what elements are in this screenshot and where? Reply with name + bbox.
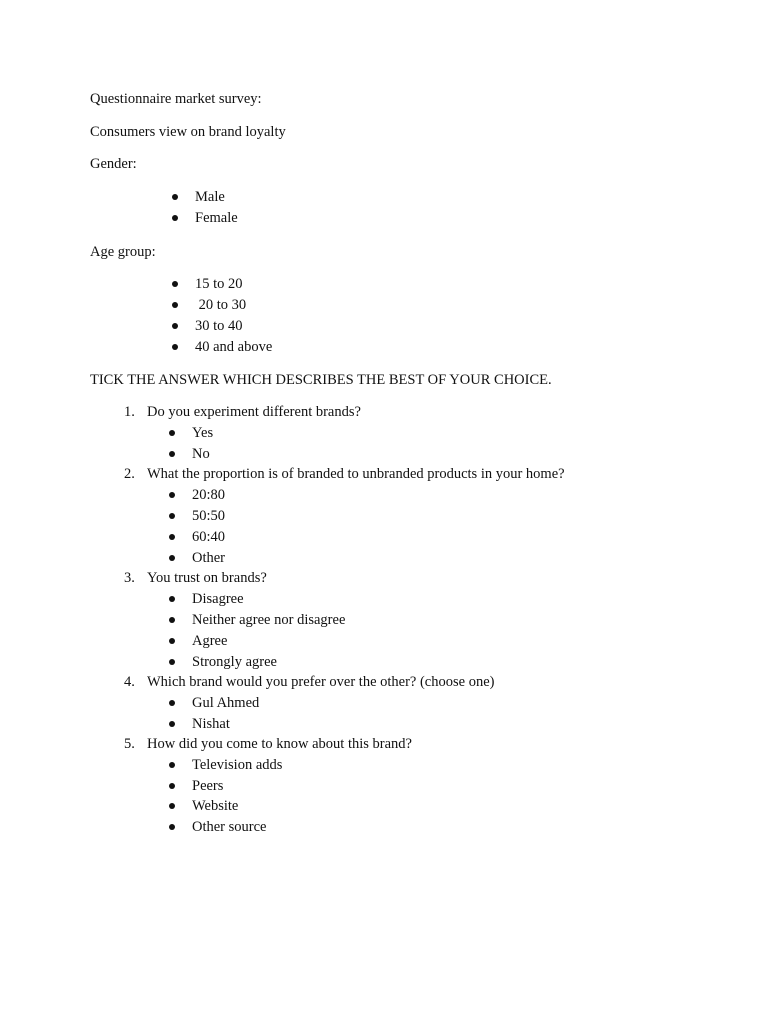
question-number: 3.	[124, 570, 135, 586]
gender-option-female: Female	[195, 210, 238, 226]
bullet-icon	[169, 700, 175, 706]
age-option: 30 to 40	[195, 318, 243, 334]
bullet-icon	[169, 721, 175, 727]
question-option: 20:80	[192, 487, 226, 503]
age-option: 15 to 20	[195, 276, 243, 292]
bullet-icon	[172, 344, 178, 350]
question-text: Do you experiment different brands?	[147, 404, 361, 420]
question-option: Strongly agree	[192, 654, 277, 670]
question-option: Other	[192, 550, 226, 566]
document-subtitle: Consumers view on brand loyalty	[90, 124, 286, 140]
bullet-icon	[169, 638, 175, 644]
question-text: What the proportion is of branded to unbranded products in your home?	[147, 466, 565, 482]
age-option: 40 and above	[195, 339, 273, 355]
question-option: 60:40	[192, 529, 226, 545]
bullet-icon	[169, 803, 175, 809]
question-option: Peers	[192, 778, 224, 794]
bullet-icon	[169, 783, 175, 789]
bullet-icon	[169, 430, 175, 436]
question-option: Gul Ahmed	[192, 695, 260, 711]
question-text: How did you come to know about this brand?	[147, 736, 412, 752]
question-text: You trust on brands?	[147, 570, 267, 586]
bullet-icon	[172, 194, 178, 200]
bullet-icon	[169, 762, 175, 768]
bullet-icon	[169, 617, 175, 623]
question-option: No	[192, 446, 210, 462]
question-option: Agree	[192, 633, 228, 649]
question-number: 1.	[124, 404, 135, 420]
gender-option-male: Male	[195, 189, 225, 205]
bullet-icon	[172, 281, 178, 287]
bullet-icon	[169, 555, 175, 561]
bullet-icon	[172, 323, 178, 329]
question-option: Nishat	[192, 716, 230, 732]
gender-label: Gender:	[90, 156, 137, 172]
question-option: 50:50	[192, 508, 226, 524]
document-title: Questionnaire market survey:	[90, 91, 262, 107]
question-number: 2.	[124, 466, 135, 482]
question-option: Website	[192, 798, 239, 814]
bullet-icon	[169, 659, 175, 665]
bullet-icon	[169, 451, 175, 457]
question-option: Disagree	[192, 591, 244, 607]
question-option: Television adds	[192, 757, 283, 773]
question-number: 4.	[124, 674, 135, 690]
question-option: Yes	[192, 425, 214, 441]
question-option: Neither agree nor disagree	[192, 612, 346, 628]
instruction-text: TICK THE ANSWER WHICH DESCRIBES THE BEST OF YOUR CHOICE.	[90, 372, 552, 388]
bullet-icon	[169, 513, 175, 519]
bullet-icon	[169, 492, 175, 498]
question-text: Which brand would you prefer over the other? (choose one)	[147, 674, 495, 690]
age-group-label: Age group:	[90, 244, 156, 260]
question-number: 5.	[124, 736, 135, 752]
age-option: 20 to 30	[195, 297, 247, 313]
bullet-icon	[169, 596, 175, 602]
bullet-icon	[169, 534, 175, 540]
question-option: Other source	[192, 819, 267, 835]
bullet-icon	[169, 824, 175, 830]
bullet-icon	[172, 302, 178, 308]
bullet-icon	[172, 215, 178, 221]
